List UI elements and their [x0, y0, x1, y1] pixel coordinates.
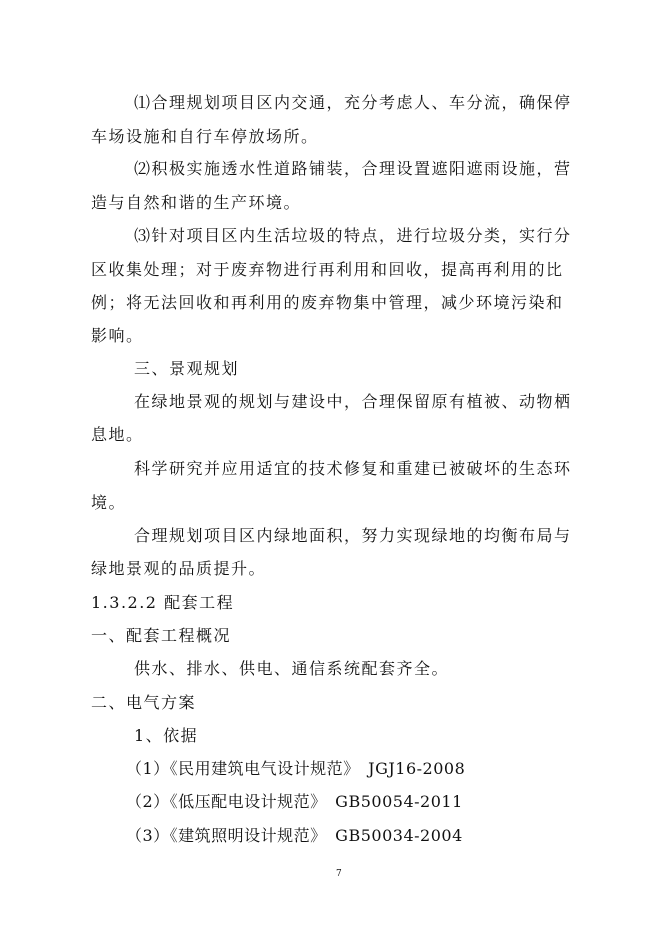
reference-item: （2）《低压配电设计规范》 GB50054-2011 [126, 792, 463, 811]
paragraph-line: 影响。 [91, 326, 144, 345]
section-heading: 一、配套工程概况 [91, 626, 232, 645]
section-heading: 三、景观规划 [134, 359, 240, 378]
section-heading: 二、电气方案 [91, 693, 197, 712]
paragraph-line: 境。 [91, 493, 127, 512]
reference-item: （3）《建筑照明设计规范》 GB50034-2004 [126, 826, 463, 845]
paragraph-line: 区收集处理；对于废弃物进行再利用和回收，提高再利用的比 [91, 260, 564, 279]
paragraph-line: 造与自然和谐的生产环境。 [91, 193, 302, 212]
paragraph-line: ⑴合理规划项目区内交通，充分考虑人、车分流，确保停 [134, 93, 572, 112]
section-heading: 1.3.2.2 配套工程 [91, 593, 235, 612]
paragraph-line: 合理规划项目区内绿地面积，努力实现绿地的均衡布局与 [134, 526, 572, 545]
paragraph-line: 例；将无法回收和再利用的废弃物集中管理，减少环境污染和 [91, 293, 564, 312]
paragraph-line: 车场设施和自行车停放场所。 [91, 127, 319, 146]
paragraph-line: ⑵积极实施透水性道路铺装，合理设置遮阳遮雨设施，营 [134, 159, 572, 178]
paragraph-line: 供水、排水、供电、通信系统配套齐全。 [134, 659, 450, 678]
paragraph-line: 绿地景观的品质提升。 [91, 559, 267, 578]
paragraph-line: 科学研究并应用适宜的技术修复和重建已被破坏的生态环 [134, 459, 572, 478]
reference-item: （1）《民用建筑电气设计规范》 JGJ16-2008 [126, 759, 466, 778]
subsection-heading: 1、依据 [134, 726, 199, 745]
paragraph-line: 息地。 [91, 425, 144, 444]
page-number: 7 [336, 869, 342, 879]
paragraph-line: ⑶针对项目区内生活垃圾的特点，进行垃圾分类，实行分 [134, 226, 572, 245]
paragraph-line: 在绿地景观的规划与建设中，合理保留原有植被、动物栖 [134, 392, 572, 411]
